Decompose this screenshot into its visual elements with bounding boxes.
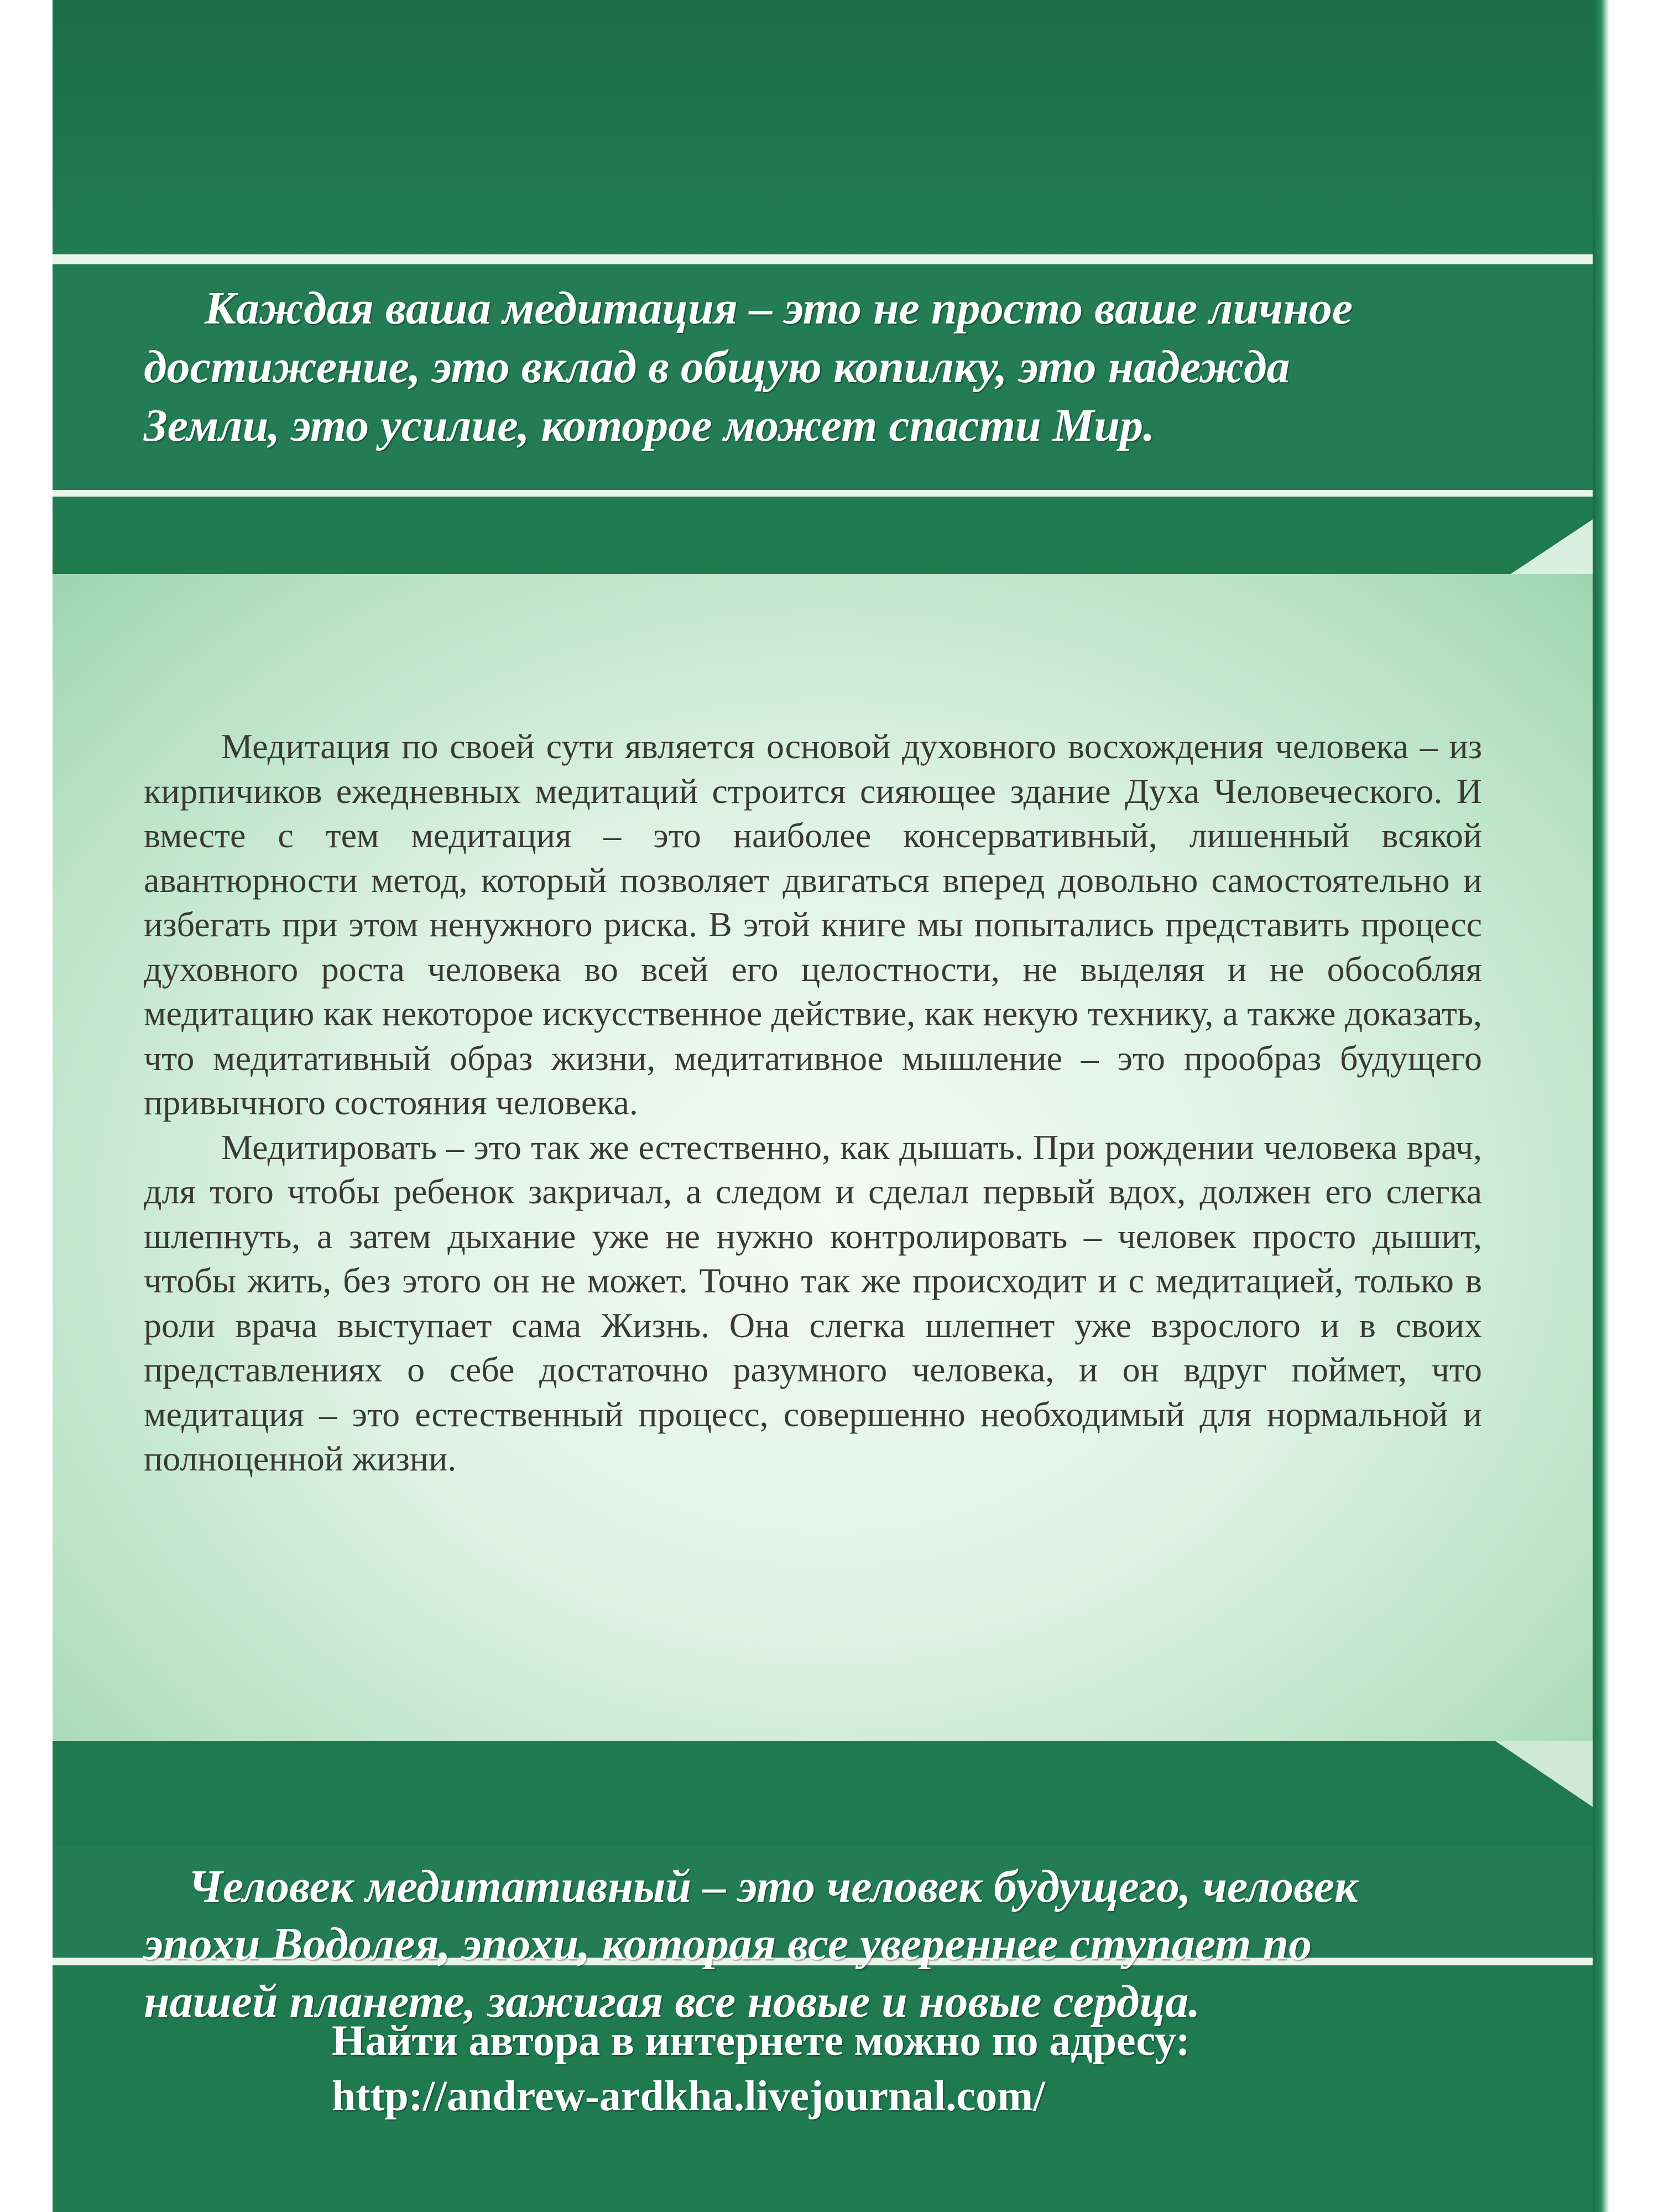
bottom-quote (144, 1858, 1493, 2031)
top-green-band (53, 0, 1604, 263)
bottom-quote-line: нашей планете, зажигая все новые и новые сердца. (144, 1976, 1201, 2027)
top-quote-line: Каждая ваша медитация – это не просто ваше личное (205, 283, 1353, 334)
top-quote-line: Земли, это усилие, которое может спасти Мир. (144, 400, 1155, 451)
bottom-quote-line: Человек медитативный – это человек будущего, человек (188, 1861, 1358, 1912)
diagonal-green-band (53, 497, 1604, 574)
diagonal-divider-line (53, 490, 1604, 498)
author-contact (332, 2013, 1438, 2124)
author-url-link[interactable]: http://andrew-ardkha.livejournal.com/ (332, 2072, 1045, 2120)
top-divider-line (53, 254, 1604, 264)
cover-edge (1593, 0, 1609, 2212)
bottom-diagonal-band (53, 1741, 1604, 1846)
bottom-quote-line: эпохи Водолея, эпохи, которая все увереннее ступает по (144, 1918, 1312, 1970)
top-quote (144, 279, 1515, 455)
body-text (144, 724, 1482, 1481)
top-quote-line: достижение, это вклад в общую копилку, это надежда (144, 341, 1290, 393)
body-paragraph: Медитация по своей сути является основой духовного восхождения человека – из кирпичиков ежедневных медитаций строится сияющее здание Духа Человеческого. И вместе с тем медитация – это наиболее консервативный, лишенный всякой авантюрности метод, который позволяет двигаться вперед довольно самостоятельно и избегать при этом ненужного риска. В этой книге мы попытались представить процесс духовного роста человека во всей его целостности, не выделяя и не обособляя медитацию как некоторое искусственное действие, как некую технику, а также доказать, что медитативный образ жизни, медитативное мышление – это прообраз будущего привычного состояния человека. (144, 727, 1482, 1122)
contact-label: Найти автора в интернете можно по адресу: (332, 2016, 1191, 2064)
body-paragraph: Медитировать – это так же естественно, как дышать. При рождении человека врач, для того чтобы ребенок закричал, а следом и сделал первый вдох, должен его слегка шлепнуть, а затем дыхание уже не нужно контролировать – человек просто дышит, чтобы жить, без этого он не может. Точно так же происходит и с медитацией, только в роли врача выступает сама Жизнь. Она слегка шлепнет уже взрослого и в своих представлениях о себе достаточно разумного человека, и он вдруг поймет, что медитация – это естественный процесс, совершенно необходимый для нормальной и полноценной жизни. (144, 1127, 1482, 1478)
